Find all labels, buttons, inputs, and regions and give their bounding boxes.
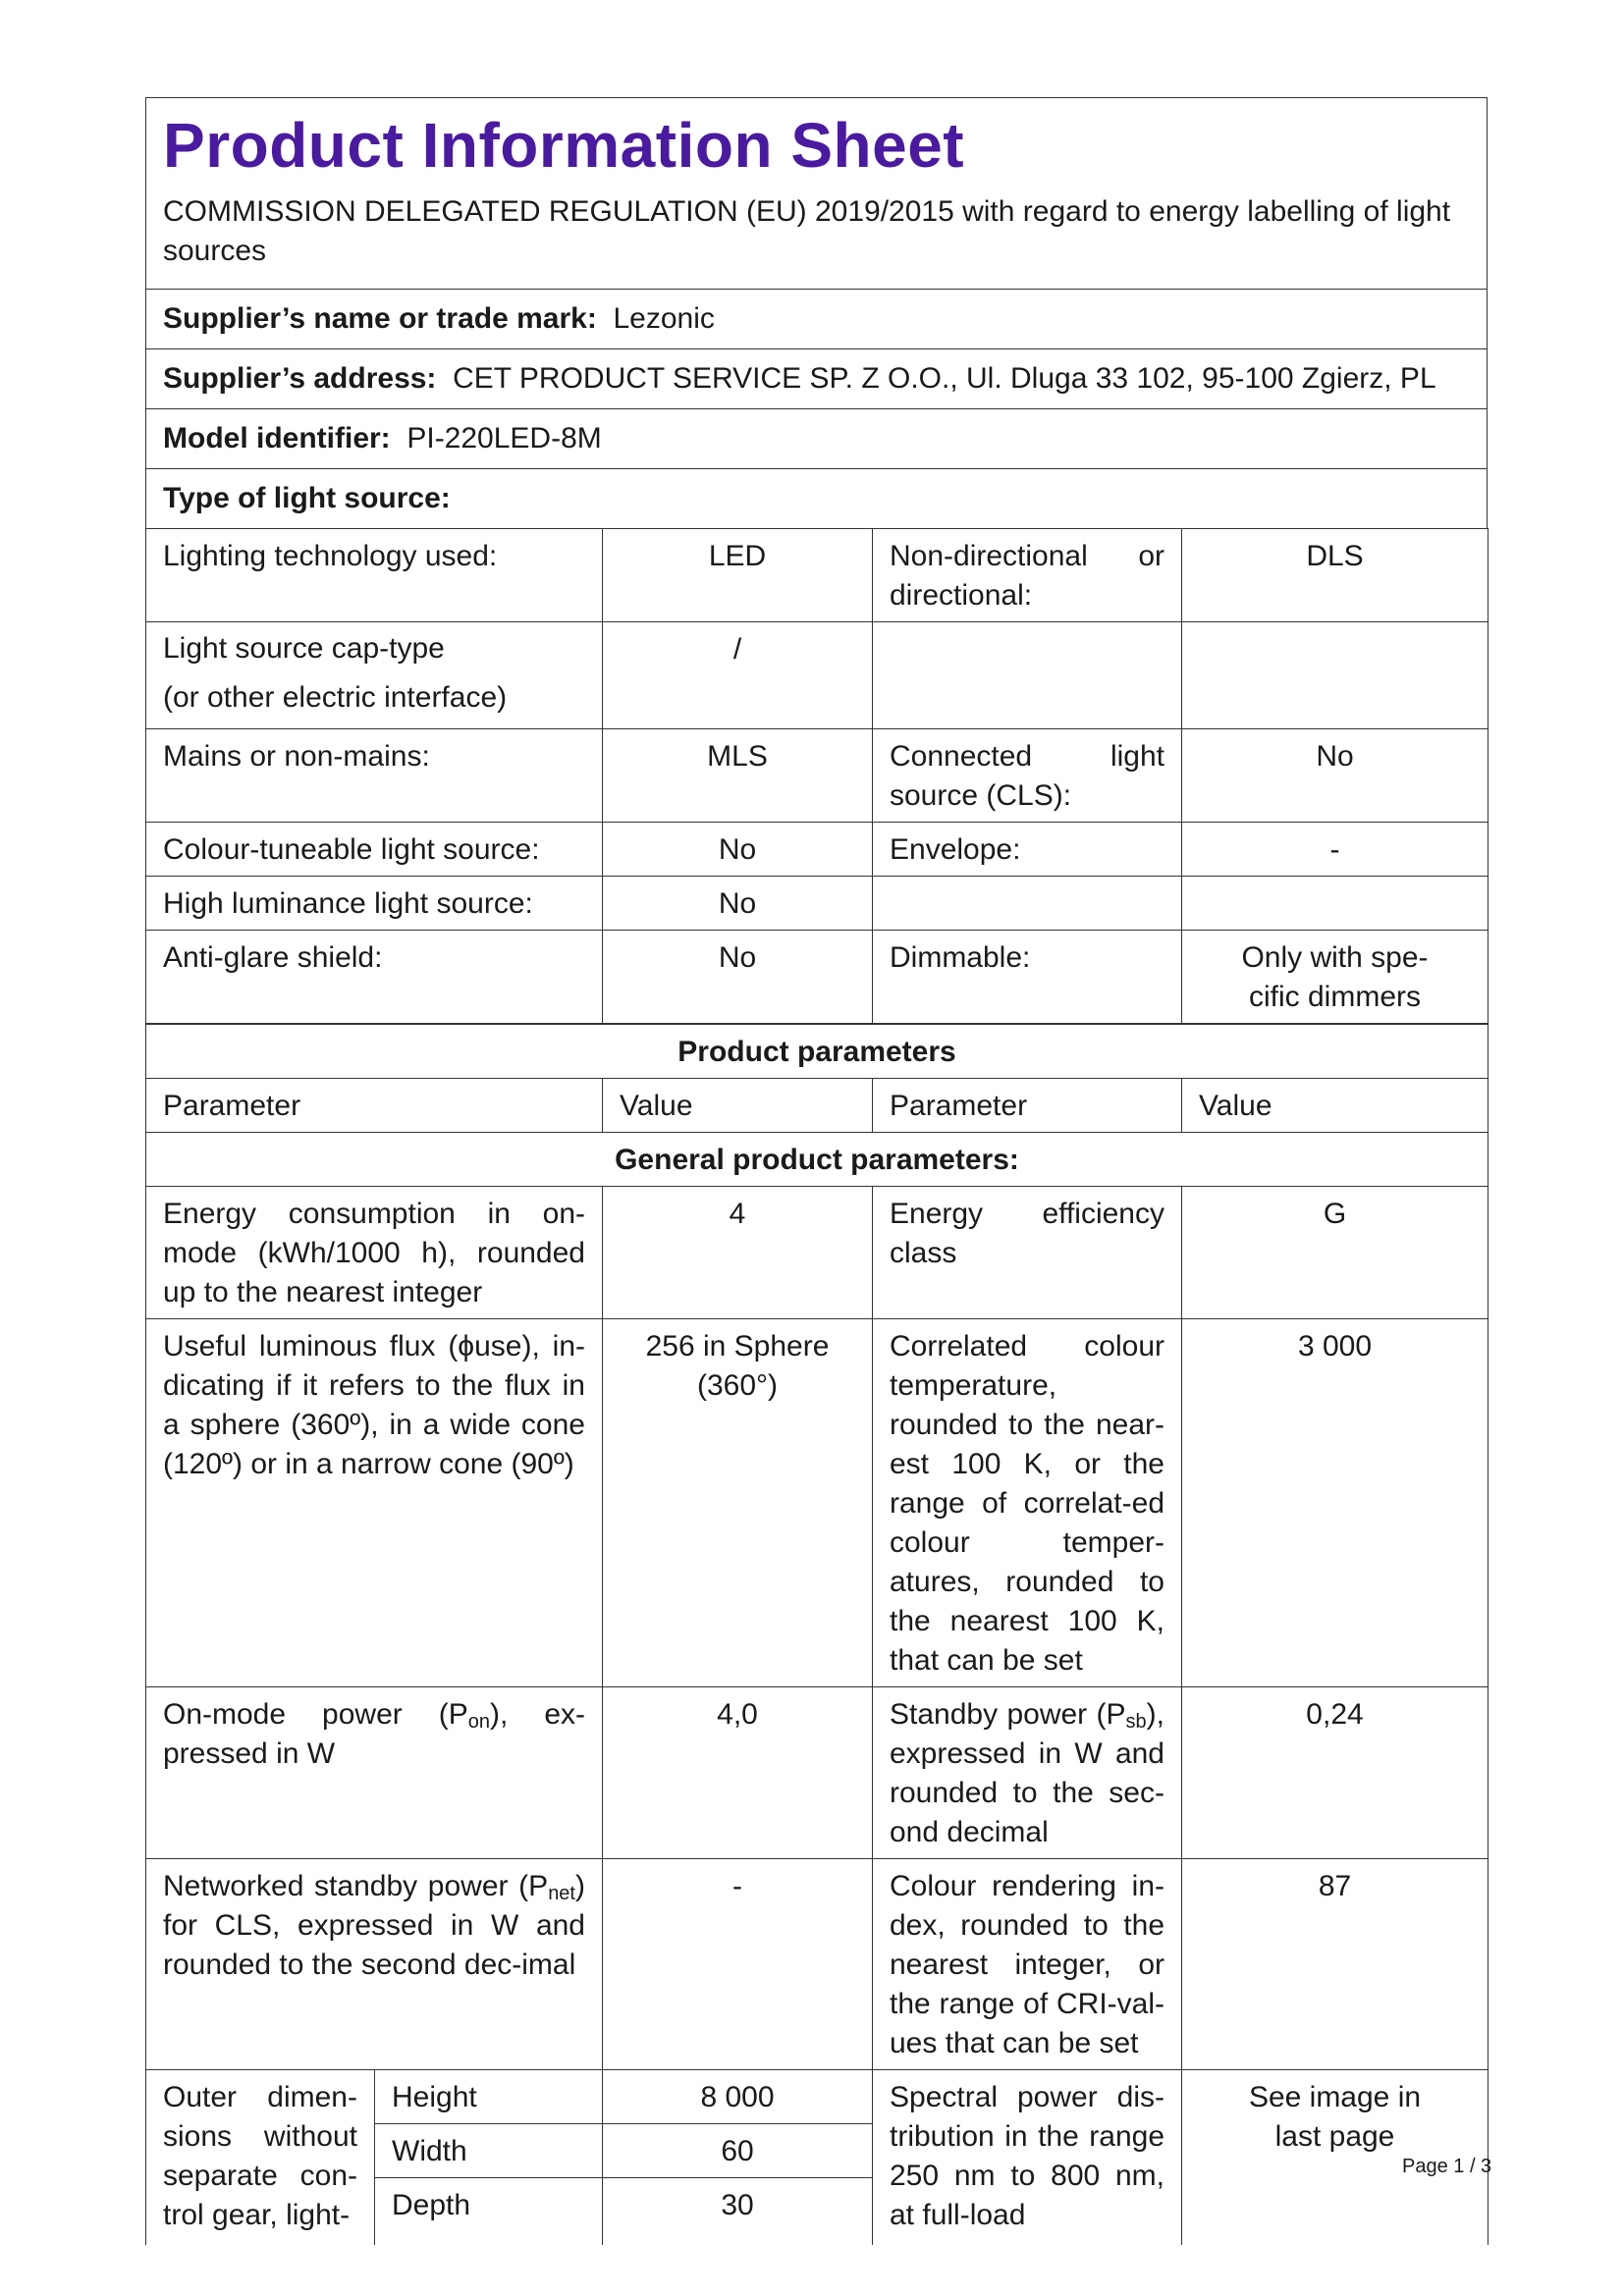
tuneable-label: Colour-tuneable light source:	[146, 823, 603, 877]
standby-power-label-text: ), expressed in W and rounded to the sec-ond decimal	[890, 1698, 1164, 1848]
cap-type-label	[146, 622, 603, 729]
empty-cell	[1182, 877, 1489, 931]
table-row	[146, 1025, 1489, 1079]
antiglare-label: Anti-glare shield:	[146, 931, 603, 1024]
cap-type-label-line1: Light source cap-type	[163, 632, 445, 665]
table-row	[146, 1687, 1489, 1859]
standby-power-value: 0,24	[1182, 1687, 1489, 1859]
on-mode-power-value: 4,0	[603, 1687, 873, 1859]
table-row	[146, 622, 1489, 729]
colour-rendering-value: 87	[1182, 1859, 1489, 2070]
on-mode-power-subscript: on	[467, 1711, 490, 1733]
on-mode-power-label-text: ), ex-pressed in W	[163, 1698, 585, 1770]
energy-consumption-value: 4	[603, 1187, 873, 1319]
table-row	[146, 931, 1489, 1024]
standby-power-label	[873, 1687, 1182, 1859]
networked-standby-label-text: Networked standby power (P	[163, 1870, 549, 1902]
standby-power-subscript: sb	[1125, 1711, 1147, 1733]
dimmable-label: Dimmable:	[873, 931, 1182, 1024]
width-label: Width	[375, 2124, 603, 2178]
table-row	[146, 1133, 1489, 1187]
supplier-name-row	[145, 289, 1488, 348]
tech-value: LED	[603, 529, 873, 622]
networked-standby-subscript: net	[548, 1883, 575, 1904]
envelope-label: Envelope:	[873, 823, 1182, 877]
supplier-address-value: CET PRODUCT SERVICE SP. Z O.O., Ul. Dluga 33 102, 95-100 Zgierz, PL	[453, 362, 1436, 395]
luminance-label: High luminance light source:	[146, 877, 603, 931]
column-header-value: Value	[603, 1079, 873, 1133]
product-parameters-table	[145, 1024, 1492, 2245]
depth-value: 30	[603, 2178, 873, 2245]
outer-dimensions-label: Outer dimen-sions without separate con-trol gear, light-	[146, 2070, 375, 2245]
envelope-value: -	[1182, 823, 1489, 877]
light-source-type-row	[145, 468, 1488, 528]
supplier-address-row	[145, 348, 1488, 408]
empty-cell	[873, 622, 1182, 729]
column-header-parameter: Parameter	[146, 1079, 603, 1133]
model-identifier-value: PI-220LED-8M	[406, 422, 602, 454]
colour-rendering-label: Colour rendering in-dex, rounded to the nearest integer, or the range of CRI-val-ues that can be set	[873, 1859, 1182, 2070]
luminous-flux-label: Useful luminous flux (ϕuse), in-dicating if it refers to the flux in a sphere (360º), in a wide cone (120º) or in a narrow cone (90º)	[146, 1319, 603, 1687]
tech-label: Lighting technology used:	[146, 529, 603, 622]
spectral-distribution-label: Spectral power dis-tribution in the range 250 nm to 800 nm, at full-load	[873, 2070, 1182, 2245]
column-header-parameter: Parameter	[873, 1079, 1182, 1133]
tuneable-value: No	[603, 823, 873, 877]
table-row	[146, 2070, 1489, 2124]
energy-consumption-label: Energy consumption in on-mode (kWh/1000 h), rounded up to the nearest integer	[146, 1187, 603, 1319]
efficiency-class-value: G	[1182, 1187, 1489, 1319]
light-source-type-label: Type of light source:	[163, 482, 451, 514]
directional-value: DLS	[1182, 529, 1489, 622]
table-row	[146, 1859, 1489, 2070]
networked-standby-label	[146, 1859, 603, 2070]
table-row	[146, 877, 1489, 931]
column-header-value: Value	[1182, 1079, 1489, 1133]
width-value: 60	[603, 2124, 873, 2178]
height-value: 8 000	[603, 2070, 873, 2124]
table-row	[146, 1319, 1489, 1687]
model-identifier-label: Model identifier:	[163, 422, 391, 454]
model-identifier-row	[145, 408, 1488, 468]
spectral-distribution-value: See image in last page	[1182, 2070, 1489, 2245]
regulation-subtitle: COMMISSION DELEGATED REGULATION (EU) 2019/2015 with regard to energy labelling of light sources	[163, 195, 1451, 267]
title-block	[145, 97, 1488, 289]
colour-temperature-label: Correlated colour temperature, rounded to the near-est 100 K, or the range of correlat-ed colour temper-atures, rounded to the nearest 100 K, that can be set	[873, 1319, 1182, 1687]
cls-value: No	[1182, 729, 1489, 823]
dimmable-value: Only with spe-cific dimmers	[1182, 931, 1489, 1024]
supplier-name-label: Supplier’s name or trade mark:	[163, 302, 597, 335]
supplier-address-label: Supplier’s address:	[163, 362, 437, 395]
cls-label: Connected light source (CLS):	[873, 729, 1182, 823]
table-row	[146, 1187, 1489, 1319]
table-row	[146, 529, 1489, 622]
empty-cell	[873, 877, 1182, 931]
cap-type-label-line2: (or other electric interface)	[163, 681, 508, 714]
on-mode-power-label	[146, 1687, 603, 1859]
supplier-name-value: Lezonic	[613, 302, 715, 335]
page-title: Product Information Sheet	[163, 110, 965, 181]
networked-standby-value: -	[603, 1859, 873, 2070]
general-parameters-heading: General product parameters:	[146, 1133, 1489, 1187]
table-row	[146, 1079, 1489, 1133]
efficiency-class-label: Energy efficiency class	[873, 1187, 1182, 1319]
page-number: Page 1 / 3	[1402, 2156, 1492, 2177]
height-label: Height	[375, 2070, 603, 2124]
luminous-flux-value: 256 in Sphere (360°)	[603, 1319, 873, 1687]
table-row	[146, 729, 1489, 823]
product-information-sheet	[145, 97, 1488, 2245]
antiglare-value: No	[603, 931, 873, 1024]
directional-label: Non-directional or directional:	[873, 529, 1182, 622]
standby-power-label-text: Standby power (P	[890, 1698, 1126, 1731]
product-parameters-heading: Product parameters	[146, 1025, 1489, 1079]
networked-standby-label-text: ) for CLS, expressed in W and rounded to the second dec-imal	[163, 1870, 585, 1981]
light-source-table	[145, 528, 1489, 1024]
luminance-value: No	[603, 877, 873, 931]
mains-value: MLS	[603, 729, 873, 823]
colour-temperature-value: 3 000	[1182, 1319, 1489, 1687]
empty-cell	[1182, 622, 1489, 729]
mains-label: Mains or non-mains:	[146, 729, 603, 823]
table-row	[146, 823, 1489, 877]
cap-type-value: /	[603, 622, 873, 729]
on-mode-power-label-text: On-mode power (P	[163, 1698, 468, 1731]
depth-label: Depth	[375, 2178, 603, 2245]
